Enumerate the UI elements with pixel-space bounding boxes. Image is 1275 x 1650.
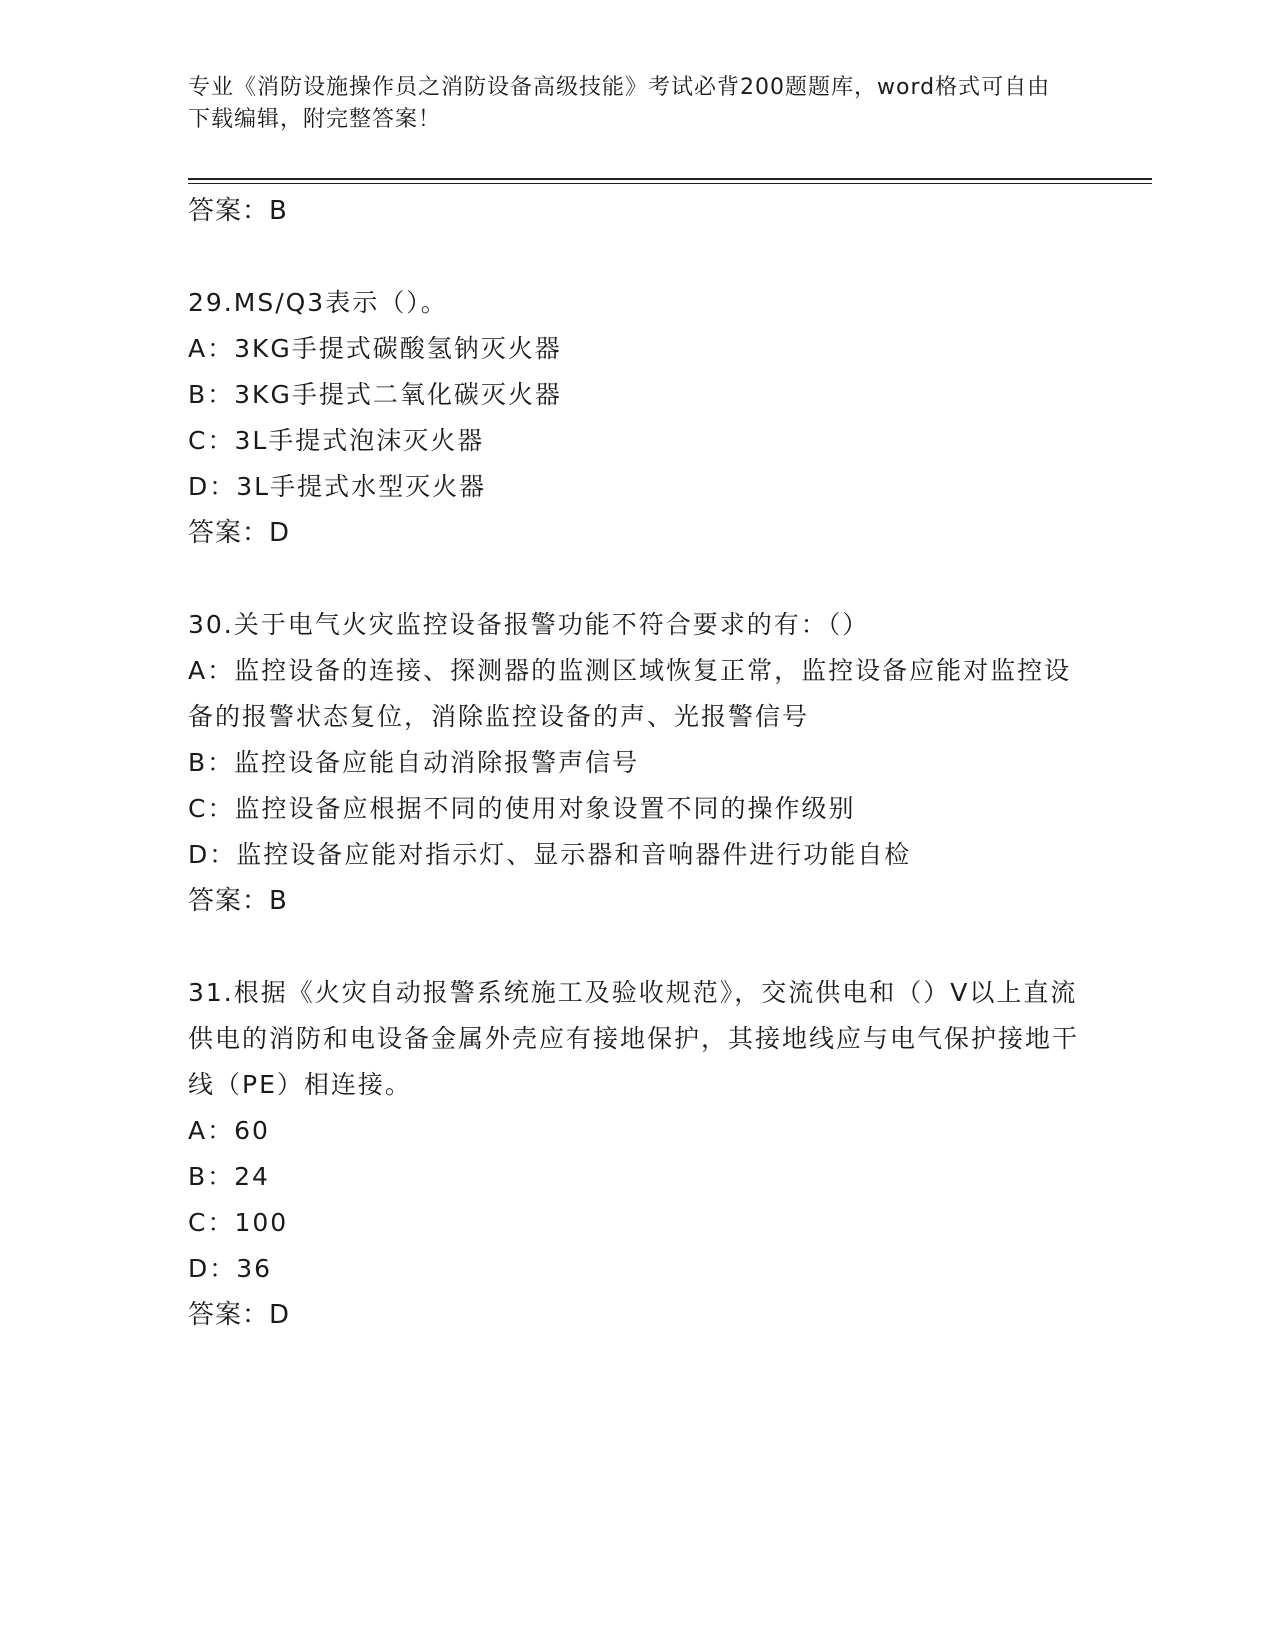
option-a: A：60 <box>188 1116 270 1145</box>
question-list <box>188 188 1088 1338</box>
option-a: A：3KG手提式碳酸氢钠灭火器 <box>188 334 562 363</box>
answer-line: 答案：B <box>188 886 288 916</box>
option-d: D：36 <box>188 1254 273 1283</box>
header-rule-thick <box>188 178 1152 180</box>
option-c: C：3L手提式泡沫灭火器 <box>188 426 485 455</box>
document-header: 专业《消防设施操作员之消防设备高级技能》考试必背200题题库，word格式可自由下载编辑，附完整答案！ <box>188 75 1051 132</box>
question-stem: 30.关于电气火灾监控设备报警功能不符合要求的有：（） <box>188 610 870 639</box>
question-stem: 29.MS/Q3表示（）。 <box>188 288 448 317</box>
answer-line: 答案：D <box>188 1300 291 1330</box>
question-stem: 31.根据《火灾自动报警系统施工及验收规范》，交流供电和（）V以上直流供电的消防和电设备金属外壳应有接地保护，其接地线应与电气保护接地干线（PE）相连接。 <box>188 978 1080 1099</box>
option-d: D：监控设备应能对指示灯、显示器和音响器件进行功能自检 <box>188 840 912 869</box>
header-rule-thin <box>188 183 1152 184</box>
option-d: D：3L手提式水型灭火器 <box>188 472 487 501</box>
option-b: B：监控设备应能自动消除报警声信号 <box>188 748 640 777</box>
option-c: C：100 <box>188 1208 289 1237</box>
option-c: C：监控设备应根据不同的使用对象设置不同的操作级别 <box>188 794 856 823</box>
option-a: A：监控设备的连接、探测器的监测区域恢复正常，监控设备应能对监控设备的报警状态复位，消除监控设备的声、光报警信号 <box>188 656 1072 731</box>
question-31 <box>188 970 1088 1338</box>
question-30 <box>188 602 1088 924</box>
answer-line: 答案：B <box>188 196 288 226</box>
question-29 <box>188 280 1088 556</box>
option-b: B：3KG手提式二氧化碳灭火器 <box>188 380 562 409</box>
option-b: B：24 <box>188 1162 270 1191</box>
answer-line: 答案：D <box>188 518 291 548</box>
